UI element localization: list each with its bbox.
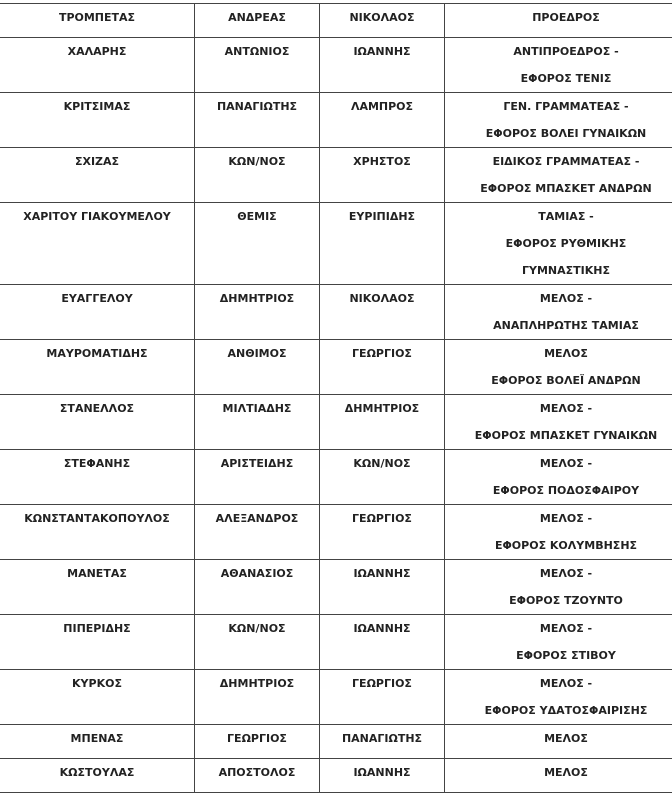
father-name-text: ΚΩΝ/ΝΟΣ (353, 457, 411, 470)
surname-cell (0, 759, 195, 793)
board-members-table (0, 3, 672, 793)
father-name-text: ΕΥΡΙΠΙΔΗΣ (348, 210, 416, 223)
role-line: ΤΑΜΙΑΣ - (538, 210, 594, 223)
role-line: ΜΕΛΟΣ - (539, 292, 593, 305)
surname-cell (0, 450, 195, 505)
role-line: ΕΦΟΡΟΣ ΤΖΟΥΝΤΟ (509, 594, 623, 607)
table-row (0, 4, 672, 38)
first-name-text: ΜΙΛΤΙΑΔΗΣ (222, 402, 292, 415)
table-row (0, 93, 672, 148)
first-name-cell (195, 505, 320, 560)
role-cell (445, 615, 672, 670)
father-name-cell (320, 615, 445, 670)
father-name-cell (320, 148, 445, 203)
role-line: ΜΕΛΟΣ - (539, 677, 593, 690)
role-line: ΓΥΜΝΑΣΤΙΚΗΣ (522, 264, 610, 277)
table-body (0, 4, 672, 793)
surname-text: ΠΙΠΕΡΙΔΗΣ (63, 622, 131, 635)
father-name-text: ΠΑΝΑΓΙΩΤΗΣ (341, 732, 423, 745)
surname-text: ΤΡΟΜΠΕΤΑΣ (58, 11, 136, 24)
surname-text: ΚΥΡΚΟΣ (72, 677, 122, 690)
table-row (0, 450, 672, 505)
first-name-cell (195, 340, 320, 395)
first-name-text: ΚΩΝ/ΝΟΣ (228, 155, 286, 168)
role-line: ΑΝΑΠΛΗΡΩΤΗΣ ΤΑΜΙΑΣ (493, 319, 639, 332)
surname-text: ΜΠΕΝΑΣ (70, 732, 124, 745)
father-name-text: ΓΕΩΡΓΙΟΣ (352, 677, 412, 690)
first-name-cell (195, 38, 320, 93)
father-name-cell (320, 38, 445, 93)
role-cell (445, 340, 672, 395)
surname-cell (0, 615, 195, 670)
role-cell (445, 560, 672, 615)
father-name-text: ΓΕΩΡΓΙΟΣ (352, 512, 412, 525)
first-name-text: ΑΘΑΝΑΣΙΟΣ (220, 567, 294, 580)
surname-text: ΜΑΝΕΤΑΣ (67, 567, 127, 580)
first-name-cell (195, 725, 320, 759)
first-name-cell (195, 759, 320, 793)
role-cell (445, 450, 672, 505)
role-cell (445, 725, 672, 759)
surname-cell (0, 340, 195, 395)
role-line: ΜΕΛΟΣ (544, 347, 588, 360)
father-name-cell (320, 560, 445, 615)
surname-cell (0, 560, 195, 615)
father-name-text: ΔΗΜΗΤΡΙΟΣ (344, 402, 420, 415)
first-name-text: ΓΕΩΡΓΙΟΣ (227, 732, 287, 745)
surname-cell (0, 4, 195, 38)
role-line: ΕΦΟΡΟΣ ΒΟΛΕΙ ΓΥΝΑΙΚΩΝ (485, 127, 647, 140)
role-line: ΜΕΛΟΣ (544, 766, 588, 779)
table-row (0, 725, 672, 759)
role-cell (445, 395, 672, 450)
role-cell (445, 38, 672, 93)
role-line: ΕΦΟΡΟΣ ΣΤΙΒΟΥ (516, 649, 616, 662)
role-line: ΜΕΛΟΣ - (539, 402, 593, 415)
surname-cell (0, 725, 195, 759)
role-line: ΜΕΛΟΣ - (539, 457, 593, 470)
role-cell (445, 759, 672, 793)
surname-cell (0, 505, 195, 560)
surname-text: ΣΤΑΝΕΛΛΟΣ (59, 402, 135, 415)
surname-text: ΧΑΡΙΤΟΥ ΓΙΑΚΟΥΜΕΛΟΥ (23, 210, 171, 223)
first-name-cell (195, 93, 320, 148)
surname-cell (0, 38, 195, 93)
role-cell (445, 285, 672, 340)
role-line: ΕΦΟΡΟΣ ΠΟΔΟΣΦΑΙΡΟΥ (492, 484, 640, 497)
first-name-text: ΠΑΝΑΓΙΩΤΗΣ (216, 100, 298, 113)
first-name-text: ΑΡΙΣΤΕΙΔΗΣ (220, 457, 294, 470)
first-name-text: ΔΗΜΗΤΡΙΟΣ (219, 292, 295, 305)
father-name-cell (320, 505, 445, 560)
role-cell (445, 148, 672, 203)
role-line: ΜΕΛΟΣ - (539, 622, 593, 635)
father-name-text: ΛΑΜΠΡΟΣ (350, 100, 414, 113)
father-name-cell (320, 93, 445, 148)
father-name-text: ΝΙΚΟΛΑΟΣ (349, 292, 415, 305)
father-name-text: ΧΡΗΣΤΟΣ (353, 155, 411, 168)
table-row (0, 560, 672, 615)
role-cell (445, 93, 672, 148)
first-name-text: ΔΗΜΗΤΡΙΟΣ (219, 677, 295, 690)
role-line: ΕΦΟΡΟΣ ΜΠΑΣΚΕΤ ΓΥΝΑΙΚΩΝ (474, 429, 658, 442)
father-name-cell (320, 759, 445, 793)
first-name-cell (195, 670, 320, 725)
role-line: ΜΕΛΟΣ (544, 732, 588, 745)
surname-cell (0, 93, 195, 148)
surname-text: ΣΤΕΦΑΝΗΣ (63, 457, 131, 470)
first-name-text: ΚΩΝ/ΝΟΣ (228, 622, 286, 635)
surname-cell (0, 670, 195, 725)
surname-cell (0, 395, 195, 450)
father-name-cell (320, 450, 445, 505)
surname-cell (0, 203, 195, 285)
role-line: ΓΕΝ. ΓΡΑΜΜΑΤΕΑΣ - (503, 100, 629, 113)
father-name-cell (320, 4, 445, 38)
surname-cell (0, 285, 195, 340)
role-line: ΕΦΟΡΟΣ ΒΟΛΕΪ ΑΝΔΡΩΝ (491, 374, 641, 387)
role-line: ΑΝΤΙΠΡΟΕΔΡΟΣ - (513, 45, 619, 58)
father-name-text: ΙΩΑΝΝΗΣ (353, 45, 411, 58)
role-cell (445, 505, 672, 560)
table-row (0, 395, 672, 450)
first-name-cell (195, 148, 320, 203)
surname-text: ΚΩΝΣΤΑΝΤΑΚΟΠΟΥΛΟΣ (24, 512, 170, 525)
father-name-cell (320, 285, 445, 340)
role-line: ΕΙΔΙΚΟΣ ΓΡΑΜΜΑΤΕΑΣ - (492, 155, 640, 168)
table-row (0, 670, 672, 725)
role-cell (445, 203, 672, 285)
first-name-text: ΑΠΟΣΤΟΛΟΣ (218, 766, 296, 779)
first-name-text: ΑΝΘΙΜΟΣ (227, 347, 287, 360)
father-name-cell (320, 340, 445, 395)
role-line: ΕΦΟΡΟΣ ΥΔΑΤΟΣΦΑΙΡΙΣΗΣ (484, 704, 648, 717)
first-name-cell (195, 4, 320, 38)
role-line: ΠΡΟΕΔΡΟΣ (532, 11, 600, 24)
role-line: ΜΕΛΟΣ - (539, 567, 593, 580)
first-name-cell (195, 203, 320, 285)
first-name-cell (195, 285, 320, 340)
table-row (0, 203, 672, 285)
first-name-cell (195, 560, 320, 615)
father-name-text: ΙΩΑΝΝΗΣ (353, 622, 411, 635)
table-row (0, 615, 672, 670)
father-name-text: ΙΩΑΝΝΗΣ (353, 567, 411, 580)
role-line: ΕΦΟΡΟΣ ΡΥΘΜΙΚΗΣ (505, 237, 627, 250)
father-name-cell (320, 203, 445, 285)
table-row (0, 759, 672, 793)
table-row (0, 38, 672, 93)
first-name-text: ΑΝΤΩΝΙΟΣ (224, 45, 290, 58)
first-name-cell (195, 615, 320, 670)
role-line: ΕΦΟΡΟΣ ΜΠΑΣΚΕΤ ΑΝΔΡΩΝ (480, 182, 652, 195)
surname-text: ΣΧΙΖΑΣ (74, 155, 120, 168)
table-row (0, 340, 672, 395)
first-name-text: ΑΝΔΡΕΑΣ (228, 11, 286, 24)
first-name-text: ΑΛΕΞΑΝΔΡΟΣ (215, 512, 299, 525)
father-name-cell (320, 395, 445, 450)
surname-text: ΧΑΛΑΡΗΣ (67, 45, 127, 58)
surname-text: ΜΑΥΡΟΜΑΤΙΔΗΣ (46, 347, 148, 360)
father-name-text: ΝΙΚΟΛΑΟΣ (349, 11, 415, 24)
role-line: ΜΕΛΟΣ - (539, 512, 593, 525)
role-cell (445, 670, 672, 725)
surname-cell (0, 148, 195, 203)
surname-text: ΚΡΙΤΣΙΜΑΣ (63, 100, 131, 113)
father-name-text: ΙΩΑΝΝΗΣ (353, 766, 411, 779)
table-row (0, 505, 672, 560)
first-name-cell (195, 450, 320, 505)
surname-text: ΕΥΑΓΓΕΛΟΥ (61, 292, 133, 305)
surname-text: ΚΩΣΤΟΥΛΑΣ (59, 766, 135, 779)
role-line: ΕΦΟΡΟΣ ΚΟΛΥΜΒΗΣΗΣ (494, 539, 638, 552)
father-name-cell (320, 670, 445, 725)
table-row (0, 148, 672, 203)
first-name-text: ΘΕΜΙΣ (237, 210, 277, 223)
father-name-cell (320, 725, 445, 759)
role-cell (445, 4, 672, 38)
first-name-cell (195, 395, 320, 450)
table-row (0, 285, 672, 340)
role-line: ΕΦΟΡΟΣ ΤΕΝΙΣ (520, 72, 612, 85)
father-name-text: ΓΕΩΡΓΙΟΣ (352, 347, 412, 360)
